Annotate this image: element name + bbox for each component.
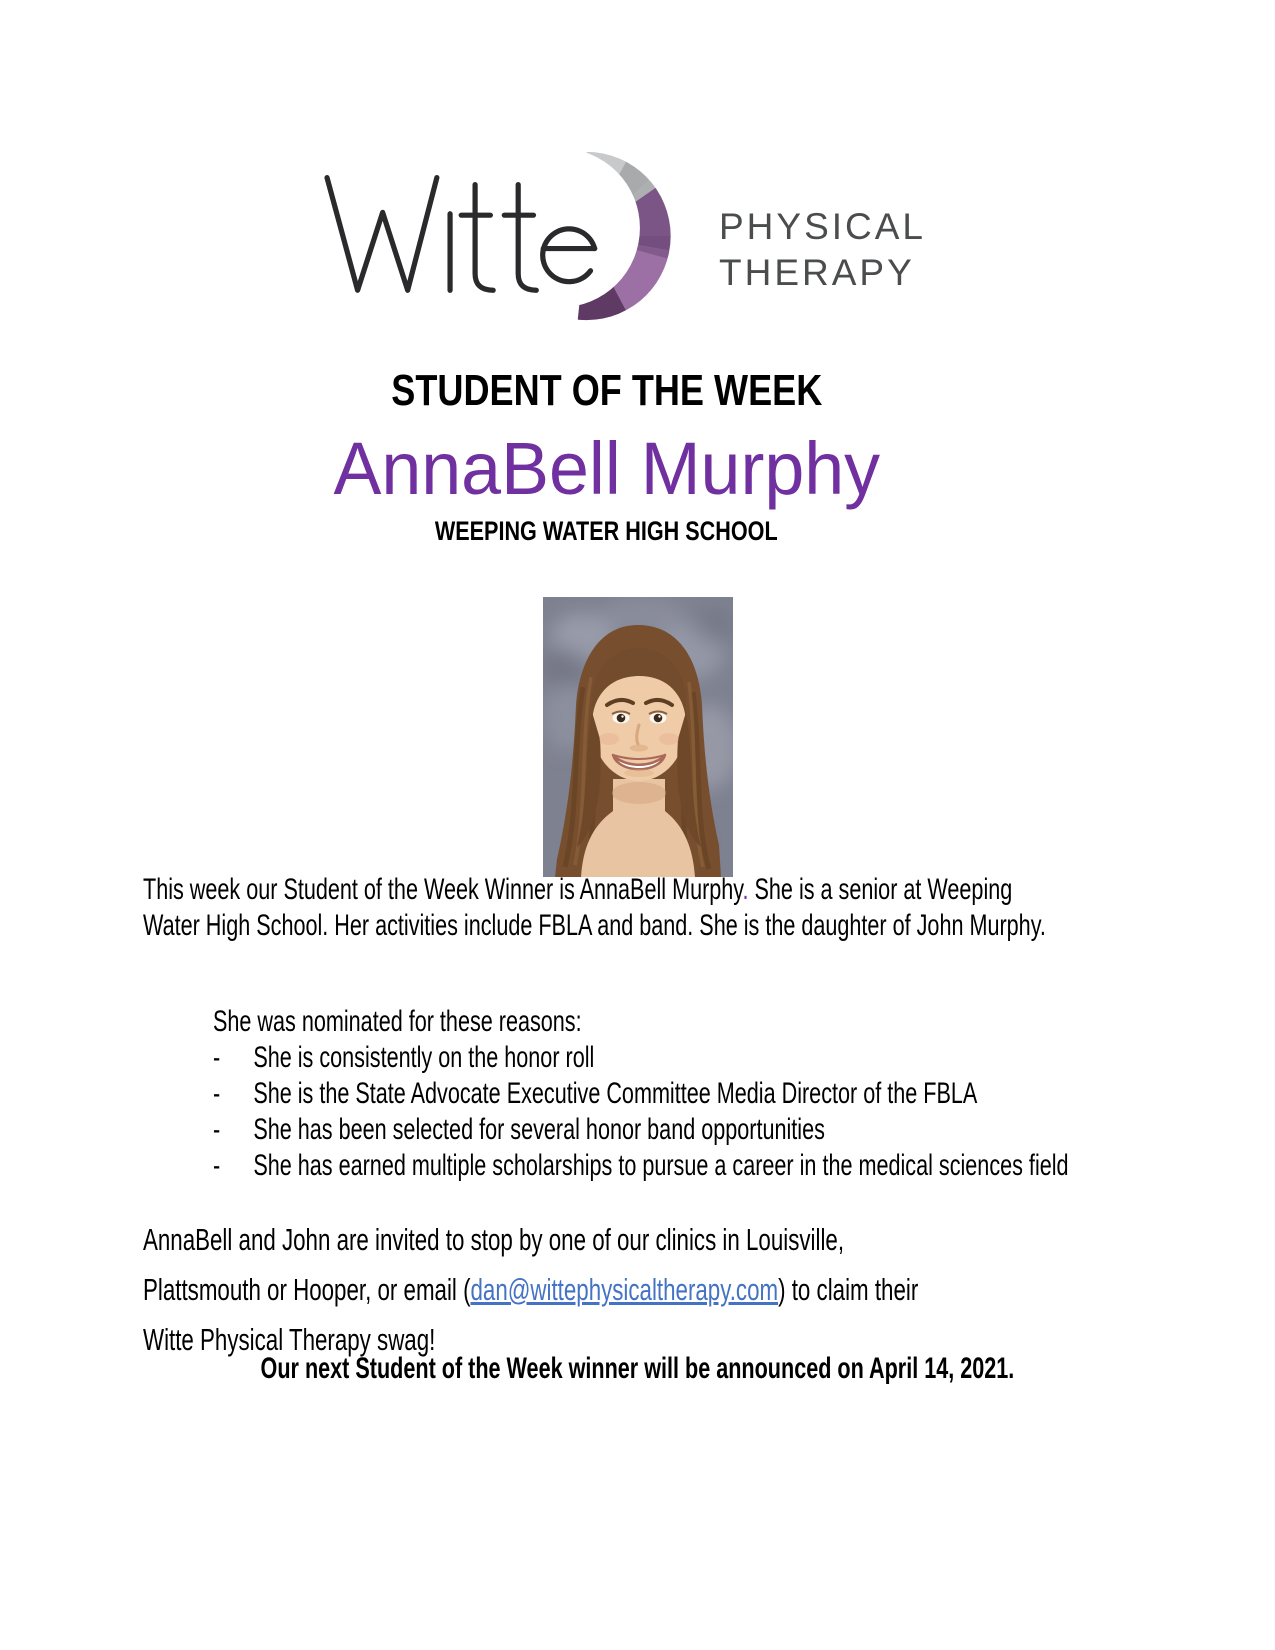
next-winner-announcement-text: Our next Student of the Week winner will be announced on April 14, 2021. bbox=[260, 1352, 1015, 1385]
witte-logotype bbox=[318, 154, 603, 300]
page-title bbox=[143, 366, 1070, 416]
intro-line-1-period: . bbox=[742, 873, 749, 906]
intro-line-1 bbox=[143, 872, 1046, 908]
intro-paragraph bbox=[143, 872, 1275, 944]
next-winner-announcement bbox=[0, 1352, 1275, 1386]
list-item bbox=[213, 1040, 1069, 1076]
logo-tagline bbox=[719, 204, 926, 296]
student-photo bbox=[543, 597, 733, 877]
list-marker: - bbox=[213, 1149, 221, 1182]
intro-line-1-main: This week our Student of the Week Winner is AnnaBell Murphy bbox=[143, 873, 743, 906]
invite-line-2-pre: Plattsmouth or Hooper, or email ( bbox=[143, 1272, 471, 1307]
reasons-heading: She was nominated for these reasons: bbox=[213, 1005, 582, 1038]
school-name-text: WEEPING WATER HIGH SCHOOL bbox=[435, 516, 778, 546]
school-name bbox=[143, 516, 1070, 547]
list-item bbox=[213, 1148, 1069, 1184]
page-title-text: STUDENT OF THE WEEK bbox=[391, 366, 822, 415]
list-item-text: She is consistently on the honor roll bbox=[253, 1041, 595, 1074]
list-item-text: She has been selected for several honor band opportunities bbox=[253, 1113, 825, 1146]
logo bbox=[318, 150, 926, 322]
student-name-text: AnnaBell Murphy bbox=[333, 427, 880, 510]
intro-line-1-rest: She is a senior at Weeping bbox=[748, 873, 1013, 906]
email-link[interactable]: dan@wittephysicaltherapy.com bbox=[470, 1272, 779, 1307]
invite-line-1: AnnaBell and John are invited to stop by one of our clinics in Louisville, bbox=[143, 1222, 845, 1257]
intro-line-2: Water High School. Her activities include FBLA and band. She is the daughter of John Murphy. bbox=[143, 909, 1046, 942]
invitation-paragraph bbox=[143, 1215, 1220, 1365]
invite-line-2-post: ) to claim their bbox=[778, 1272, 919, 1307]
logo-crescent-icon bbox=[573, 150, 677, 322]
list-marker: - bbox=[213, 1041, 221, 1074]
tagline-line-2: THERAPY bbox=[719, 252, 915, 293]
list-item-text: She has earned multiple scholarships to pursue a career in the medical sciences field bbox=[253, 1149, 1069, 1182]
invite-line-2 bbox=[143, 1265, 918, 1315]
tagline-line-1: PHYSICAL bbox=[719, 206, 927, 247]
student-name bbox=[143, 426, 1070, 511]
list-item bbox=[213, 1076, 1069, 1112]
list-marker: - bbox=[213, 1113, 221, 1146]
reasons-section bbox=[213, 1004, 1275, 1184]
list-marker: - bbox=[213, 1077, 221, 1110]
invite-line-3: Witte Physical Therapy swag! bbox=[143, 1322, 436, 1357]
list-item-text: She is the State Advocate Executive Committee Media Director of the FBLA bbox=[253, 1077, 978, 1110]
list-item bbox=[213, 1112, 1069, 1148]
